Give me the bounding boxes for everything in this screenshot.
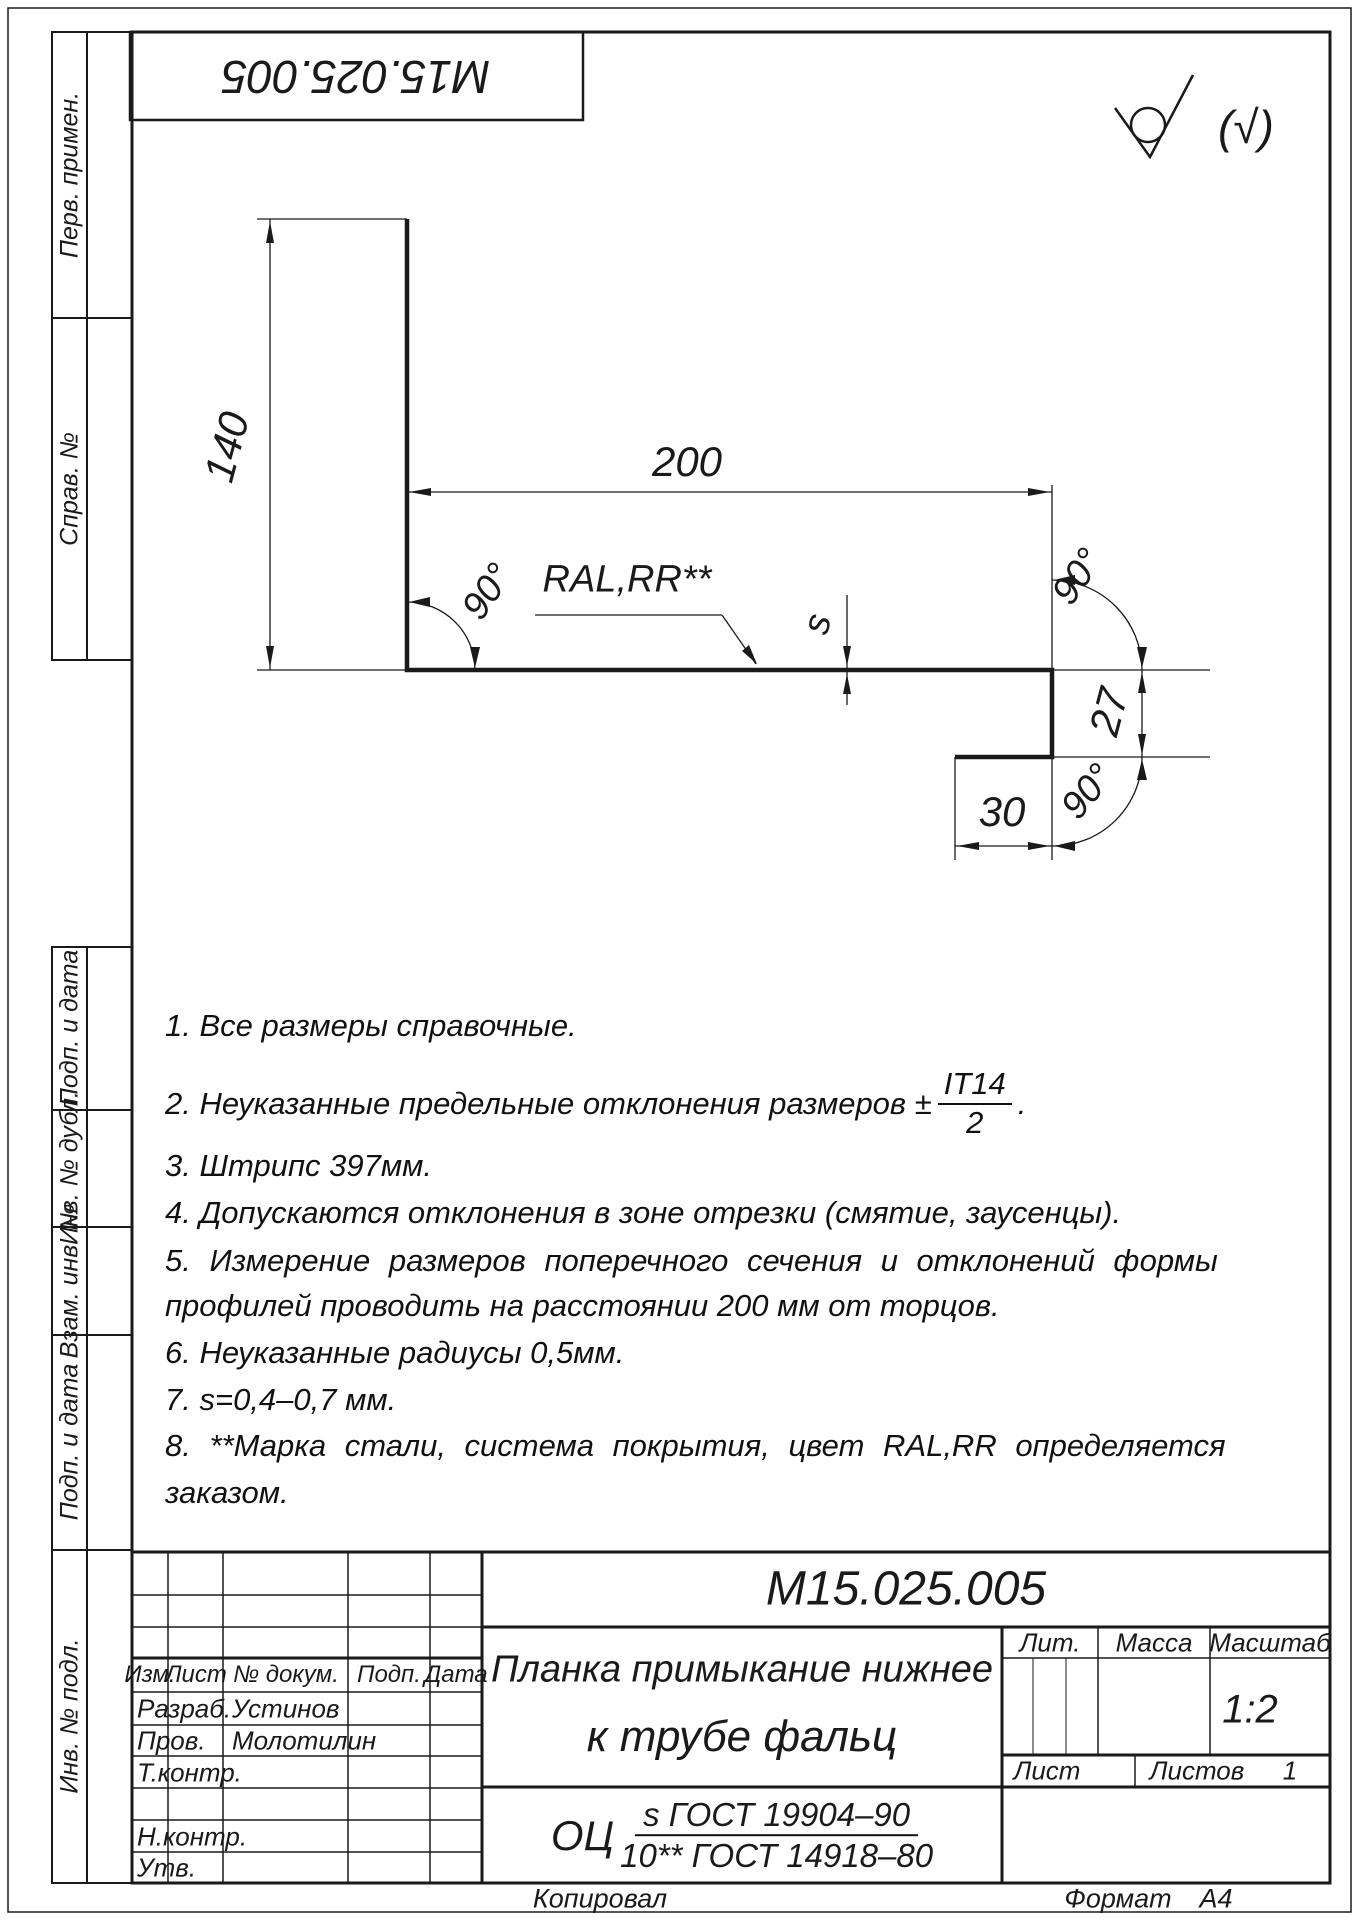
footer-format-value: А4 <box>1199 1883 1233 1914</box>
note-7: 7. s=0,4–0,7 мм. <box>165 1382 397 1417</box>
top-stamp-number: М15.025.005 <box>221 51 491 103</box>
note-5-line2: профилей проводить на расстоянии 200 мм от торцов. <box>165 1288 1000 1323</box>
material-spec <box>551 1797 933 1875</box>
header-list2: Лист <box>1013 1755 1081 1786</box>
surface-finish-note: (√) <box>1218 101 1274 153</box>
dim-27-label: 27 <box>1079 683 1138 741</box>
header-masshtab: Масштаб <box>1209 1627 1331 1658</box>
value-scale: 1:2 <box>1222 1687 1278 1732</box>
material-prefix: ОЦ <box>550 1812 615 1859</box>
dim-30-label: 30 <box>978 788 1026 835</box>
header-doc: № докум. <box>233 1661 339 1688</box>
note-3: 3. Штрипс 397мм. <box>165 1148 432 1183</box>
note-8-line1: 8. **Марка стали, система покрытия, цвет RAL,RR определяется <box>165 1428 1226 1463</box>
thickness-label: s <box>794 609 841 639</box>
row-razrab: Разраб. <box>137 1693 232 1724</box>
header-list: Лист <box>165 1661 227 1688</box>
drawing-frame <box>132 32 1330 1883</box>
footer-kopiroval: Копировал <box>532 1883 668 1914</box>
side-label-inv-podl: Инв. № подл. <box>55 1638 84 1794</box>
dimension-lines <box>257 219 1210 860</box>
note-2-text: 2. Неуказанные предельные отклонения размеров ± <box>165 1085 932 1121</box>
header-lit: Лит. <box>1019 1627 1081 1658</box>
part-title-line1: Планка примыкание нижнее <box>490 1648 994 1691</box>
row-prov: Пров. <box>137 1725 206 1756</box>
side-label-perv-primen: Перв. примен. <box>55 91 84 259</box>
profile-outline <box>407 219 1052 757</box>
note-2-fraction: $\frac{IT14}{2}$ <box>938 1068 1012 1139</box>
header-data: Дата <box>424 1661 488 1688</box>
side-label-podp-data-1: Подп. и дата <box>55 949 84 1107</box>
footer-format-label: Формат <box>1064 1883 1172 1914</box>
side-label-inv-dubl: Инв. № дубл. <box>55 1091 84 1245</box>
value-razrab-name: Устинов <box>232 1693 340 1724</box>
note-2: 2. Неуказанные предельные отклонения размеров ± $\frac{IT14}{2}$ . <box>165 1066 1027 1140</box>
header-listov: Листов <box>1149 1755 1245 1786</box>
surface-finish-icon <box>1115 75 1193 157</box>
side-label-vzam-inv: Взам. инв. № <box>55 1203 84 1359</box>
header-podp: Подп. <box>357 1661 421 1688</box>
dim-200-label: 200 <box>651 438 723 485</box>
value-listov: 1 <box>1282 1755 1298 1786</box>
note-4: 4. Допускаются отклонения в зоне отрезки (смятие, заусенцы). <box>165 1195 1122 1230</box>
note-8-line2: заказом. <box>165 1475 289 1510</box>
side-label-sprav-no: Справ. № <box>55 432 84 546</box>
note-6: 6. Неуказанные радиусы 0,5мм. <box>165 1335 625 1370</box>
part-title-line2: к трубе фальц <box>586 1712 898 1761</box>
value-prov-name: Молотилин <box>232 1725 377 1756</box>
header-massa: Масса <box>1115 1627 1193 1658</box>
row-utv: Утв. <box>137 1852 197 1883</box>
coating-label: RAL,RR** <box>542 558 712 601</box>
doc-number: М15.025.005 <box>765 1562 1047 1616</box>
angle-top-right-label: 90° <box>1043 541 1112 613</box>
dim-140-label: 140 <box>194 406 259 487</box>
material-fraction: s ГОСТ 19904–90 10** ГОСТ 14918–80 <box>620 1796 934 1875</box>
row-nkontr: Н.контр. <box>137 1821 248 1852</box>
side-label-podp-data-2: Подп. и дата <box>55 1363 84 1521</box>
row-tkontr: Т.контр. <box>137 1757 242 1788</box>
angle-left-label: 90° <box>453 556 522 628</box>
note-5-line1: 5. Измерение размеров поперечного сечения и отклонений формы <box>165 1243 1218 1278</box>
angle-bottom-right-label: 90° <box>1053 756 1123 828</box>
header-izm: Изм. <box>124 1661 176 1688</box>
note-1: 1. Все размеры справочные. <box>165 1008 577 1043</box>
